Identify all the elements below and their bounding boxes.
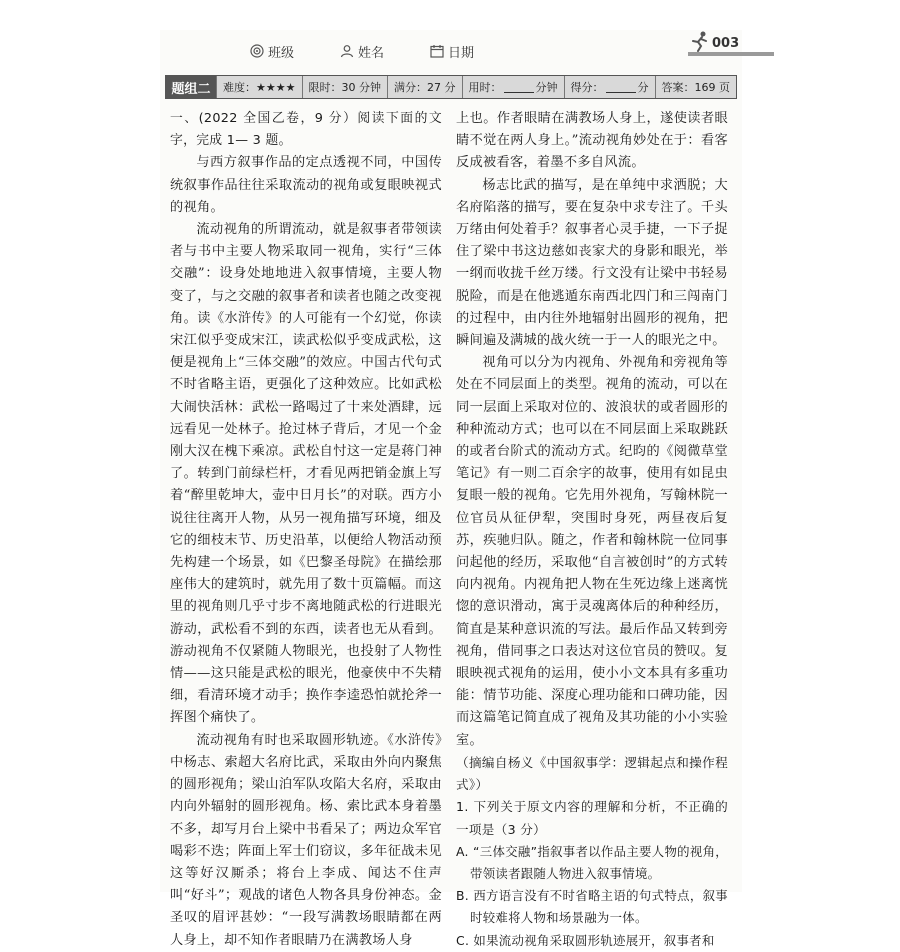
score-label: 得分： xyxy=(570,81,604,94)
paragraph: 上也。作者眼睛在满教场人身上，遂使读者眼睛不觉在两人身上。”流动视角妙处在于：看客反成被看客，着墨不多自风流。 xyxy=(456,111,728,171)
paragraph: 流动视角的所谓流动，就是叙事者带领读者与书中主要人物采取同一视角，实行“三体交融”：设身处地地进入叙事情境，主要人物变了，与之交融的叙事者和读者也随之改变视角。读《水浒传》的人可能有一个幻觉，你读宋江似乎变成宋江，读武松似乎变成武松，这便是视角上“三体交融”的效应。中国古代句式不时省略主语，更强化了这种效应。比如武松大闹快活林：武松一路喝过了十来处酒肆，远远看见一处林子。抢过林子背后，才见一个金刚大汉在槐下乘凉。武松自忖这一定是蒋门神了。转到门前绿栏杆，才看见两把销金旗上写着“醉里乾坤大，壶中日月长”的对联。西方小说往往离开人物，从另一视角描写环境，细及它的细枝末节、历史沿革，以便给人物活动预先构建一个场景，如《巴黎圣母院》在描绘那座伟大的建筑时，就先用了数十页篇幅。而这里的视角则几乎寸步不离地随武松的行进眼光游动，武松看不到的东西，读者也无从看到。游动视角不仅紧随人物眼光，也投射了人物性情——这只能是武松的眼光，他豪侠中不失精细，看清环境才动手；换作李逵恐怕就抡斧一挥图个痛快了。 xyxy=(170,222,442,726)
source-citation: （摘编自杨义《中国叙事学：逻辑起点和操作程式》） xyxy=(456,754,728,793)
class-field xyxy=(250,42,294,61)
answer-page: 答案：169 页 xyxy=(655,76,737,98)
time-used-unit: 分钟 xyxy=(535,81,558,94)
info-bar xyxy=(165,75,737,99)
right-column xyxy=(456,108,728,952)
header-fields xyxy=(250,40,610,62)
person-icon xyxy=(340,44,354,58)
name-field xyxy=(340,42,384,61)
target-icon xyxy=(250,44,264,58)
paragraph: 杨志比武的描写，是在单纯中求洒脱；大名府陷落的描写，要在复杂中求专注了。千头万绪由何处着手？叙事者心灵手捷，一下子捉住了梁中书这边慈如丧家犬的身影和眼光，举一纲而收拢千丝万缕。行文没有让梁中书轻易脱险，而是在他逃遁东南西北四门和三闯南门的过程中，由内往外地辐射出圆形的视角，把瞬间遍及满城的战火统一于一人的眼光之中。 xyxy=(456,177,728,349)
time-used xyxy=(462,76,564,98)
date-label: 日期 xyxy=(448,45,475,61)
option-a: A. “三体交融”指叙事者以作品主要人物的视角，带领读者跟随人物进入叙事情境。 xyxy=(456,843,728,881)
calendar-icon xyxy=(430,44,444,58)
group-label: 题组二 xyxy=(166,76,216,98)
paragraph: 视角可以分为内视角、外视角和旁视角等处在不同层面上的类型。视角的流动，可以在同一层面上采取对位的、波浪状的或者圆形的种种流动方式；也可以在不同层面上采取跳跃的或者台阶式的流动方式。纪昀的《阅微草堂笔记》有一则二百余字的故事，使用有如昆虫复眼一般的视角。它先用外视角，写翰林院一位官员从征伊犁，突围时身死，两昼夜后复苏，疾驰归队。随之，作者和翰林院一位同事问起他的经历，采取他“自言被创时”的方式转向内视角。内视角把人物在生死边缘上迷离恍惚的意识滑动，寓于灵魂离体后的种种经历，简直是某种意识流的写法。最后作品又转到旁视角，借同事之口表达对这位官员的赞叹。复眼映视式视角的运用，使小小文本具有多重功能：情节功能、深度心理功能和口碑功能，因而这篇笔记简直成了视角及其功能的小小实验室。 xyxy=(456,355,728,748)
score xyxy=(564,76,655,98)
name-label: 姓名 xyxy=(358,45,385,61)
date-field xyxy=(430,42,474,61)
left-column xyxy=(170,108,442,952)
option-c: C. 如果流动视角采取圆形轨迹展开，叙事者和 xyxy=(456,932,715,948)
class-label: 班级 xyxy=(268,45,295,61)
score-blank xyxy=(606,82,636,93)
section-heading: 一、(2022 全国乙卷，9 分）阅读下面的文字，完成 1— 3 题。 xyxy=(170,111,442,149)
time-used-label: 用时： xyxy=(468,81,502,94)
full-score: 满分：27 分 xyxy=(387,76,462,98)
paragraph: 与西方叙事作品的定点透视不同，中国传统叙事作品往往采取流动的视角或复眼映视式的视角。 xyxy=(170,155,442,215)
paragraph: 流动视角有时也采取圆形轨迹。《水浒传》中杨志、索超大名府比武，采取由外向内聚焦的圆形视角；梁山泊军队攻陷大名府，采取由内向外辐射的圆形视角。杨、索比武本身着墨不多，却写月台上梁中书看呆了；两边众军官喝彩不迭；阵面上军士们窃议，多年征战未见这等好汉厮杀；将台上李成、闻达不住声叫“好斗”；观战的诸色人物各具身份神态。金圣叹的眉评甚妙：“一段写满教场眼睛都在两人身上，却不知作者眼睛乃在满教场人身 xyxy=(170,732,442,948)
score-unit: 分 xyxy=(637,81,649,94)
question: 1. 下列关于原文内容的理解和分析，不正确的一项是（3 分） xyxy=(456,799,728,837)
time-limit: 限时：30 分钟 xyxy=(302,76,388,98)
option-b: B. 西方语言没有不时省略主语的句式特点，叙事时较难将人物和场景融为一体。 xyxy=(456,888,728,926)
difficulty: 难度：★★★★ xyxy=(216,76,301,98)
page-number: 003 xyxy=(712,36,740,51)
time-used-blank xyxy=(504,82,534,93)
header-rule xyxy=(688,52,774,56)
